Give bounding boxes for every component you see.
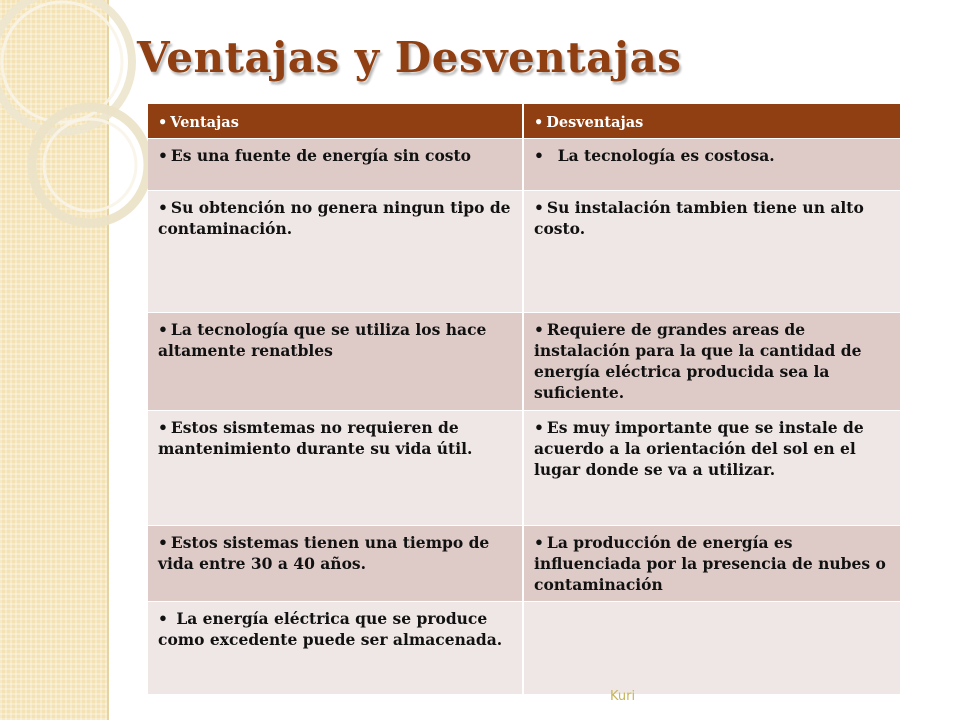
ventaja-cell: • Estos sistemas tienen una tiempo de vida entre 30 a 40 años. <box>148 526 524 602</box>
header-ventajas: • Ventajas <box>148 104 524 139</box>
ventaja-cell: • Estos sismtemas no requieren de mantenimiento durante su vida útil. <box>148 411 524 526</box>
ventaja-text: La energía eléctrica que se produce como excedente puede ser almacenada. <box>158 609 503 649</box>
ventaja-cell: • Es una fuente de energía sin costo <box>148 139 524 191</box>
table-row <box>148 526 902 602</box>
header-desventajas: • Desventajas <box>524 104 902 139</box>
table-row <box>148 139 902 191</box>
table-row <box>148 411 902 526</box>
ventaja-cell: • La tecnología que se utiliza los hace altamente renatbles <box>148 313 524 411</box>
ventaja-cell: • La energía eléctrica que se produce como excedente puede ser almacenada. <box>148 602 524 695</box>
table-header-row <box>148 104 902 139</box>
desventaja-text: Es muy importante que se instale de acuerdo a la orientación del sol en el lugar donde se va a utilizar. <box>534 418 864 479</box>
ventaja-cell: • Su obtención no genera ningun tipo de contaminación. <box>148 191 524 313</box>
ventaja-text: Es una fuente de energía sin costo <box>170 146 472 165</box>
footer-author: Kuri <box>610 689 636 704</box>
desventaja-cell: • Su instalación tambien tiene un alto costo. <box>524 191 902 313</box>
table-row <box>148 602 902 695</box>
desventaja-cell: • Requiere de grandes areas de instalación para la que la cantidad de energía eléctrica producida sea la suficiente. <box>524 313 902 411</box>
desventaja-text: La producción de energía es influenciada por la presencia de nubes o contaminación <box>534 533 886 594</box>
ventaja-text: La tecnología que se utiliza los hace altamente renatbles <box>158 320 487 360</box>
desventaja-text: Su instalación tambien tiene un alto costo. <box>534 198 864 238</box>
desventaja-cell-empty <box>524 602 902 695</box>
slide-title: Ventajas y Desventajas <box>137 33 682 82</box>
desventaja-text: Requiere de grandes areas de instalación para la que la cantidad de energía eléctrica producida sea la suficiente. <box>534 320 862 402</box>
comparison-table <box>148 104 902 695</box>
desventaja-text: La tecnología es costosa. <box>557 146 775 165</box>
ventaja-text: Estos sismtemas no requieren de mantenimiento durante su vida útil. <box>158 418 473 458</box>
header-desventajas-label: Desventajas <box>546 114 644 131</box>
desventaja-cell: • La tecnología es costosa. <box>524 139 902 191</box>
table-row <box>148 313 902 411</box>
ventaja-text: Su obtención no genera ningun tipo de contaminación. <box>158 198 511 238</box>
ventaja-text: Estos sistemas tienen una tiempo de vida entre 30 a 40 años. <box>158 533 490 573</box>
table-row <box>148 191 902 313</box>
desventaja-cell: • Es muy importante que se instale de acuerdo a la orientación del sol en el lugar donde se va a utilizar. <box>524 411 902 526</box>
header-ventajas-label: Ventajas <box>170 114 239 131</box>
desventaja-cell: • La producción de energía es influenciada por la presencia de nubes o contaminación <box>524 526 902 602</box>
